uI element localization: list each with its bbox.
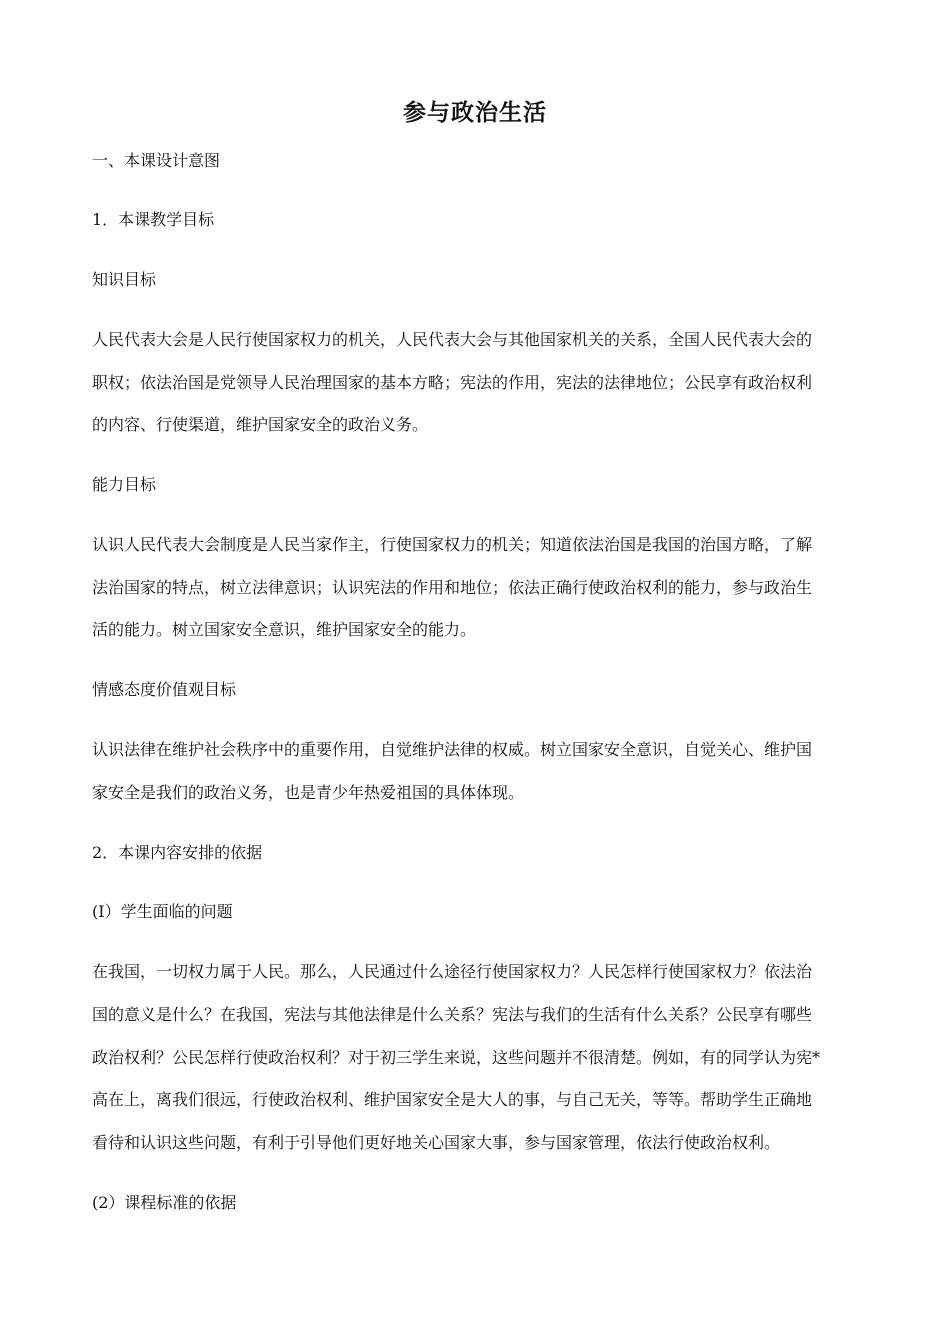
paragraph-line: 的内容、行使渠道，维护国家安全的政治义务。 bbox=[92, 415, 429, 434]
subheading-ability-goal: 能力目标 bbox=[92, 475, 157, 494]
subheading-attitude-goal: 情感态度价值观目标 bbox=[92, 680, 237, 699]
section-heading: 一、本课设计意图 bbox=[92, 151, 221, 170]
paragraph-line: 认识人民代表大会制度是人民当家作主，行使国家权力的机关；知道依法治国是我国的治国方略，了解 bbox=[92, 535, 813, 554]
list-item-heading: (I）学生面临的问题 bbox=[92, 902, 233, 921]
paragraph-line: 职权；依法治国是党领导人民治理国家的基本方略；宪法的作用，宪法的法律地位；公民享有政治权利 bbox=[92, 373, 813, 392]
paragraph-line: 法治国家的特点，树立法律意识；认识宪法的作用和地位；依法正确行使政治权利的能力，参与政治生 bbox=[92, 578, 813, 597]
subheading-knowledge-goal: 知识目标 bbox=[92, 270, 157, 289]
paragraph-line: 看待和认识这些问题，有利于引导他们更好地关心国家大事，参与国家管理，依法行使政治权利。 bbox=[92, 1133, 781, 1152]
subsection-heading: 2．本课内容安排的依据 bbox=[92, 843, 263, 862]
list-item-heading: (2）课程标准的依据 bbox=[92, 1193, 237, 1212]
paragraph-line: 政治权利？公民怎样行使政治权利？对于初三学生来说，这些问题并不很清楚。例如，有的同学认为宪* bbox=[92, 1048, 821, 1067]
paragraph-line: 活的能力。树立国家安全意识，维护国家安全的能力。 bbox=[92, 620, 477, 639]
paragraph-line: 在我国，一切权力属于人民。那么，人民通过什么途径行使国家权力？人民怎样行使国家权力？依法治 bbox=[92, 962, 813, 981]
paragraph-line: 高在上，离我们很远，行使政治权利、维护国家安全是大人的事，与自己无关，等等。帮助学生正确地 bbox=[92, 1090, 813, 1109]
document-title: 参与政治生活 bbox=[403, 100, 547, 126]
paragraph-line: 家安全是我们的政治义务，也是青少年热爱祖国的具体体现。 bbox=[92, 783, 525, 802]
subsection-heading: 1．本课教学目标 bbox=[92, 210, 215, 229]
paragraph-line: 认识法律在维护社会秩序中的重要作用，自觉维护法律的权威。树立国家安全意识，自觉关心、维护国 bbox=[92, 740, 813, 759]
paragraph-line: 国的意义是什么？在我国，宪法与其他法律是什么关系？宪法与我们的生活有什么关系？公民享有哪些 bbox=[92, 1005, 813, 1024]
paragraph-line: 人民代表大会是人民行使国家权力的机关，人民代表大会与其他国家机关的关系，全国人民代表大会的 bbox=[92, 330, 813, 349]
